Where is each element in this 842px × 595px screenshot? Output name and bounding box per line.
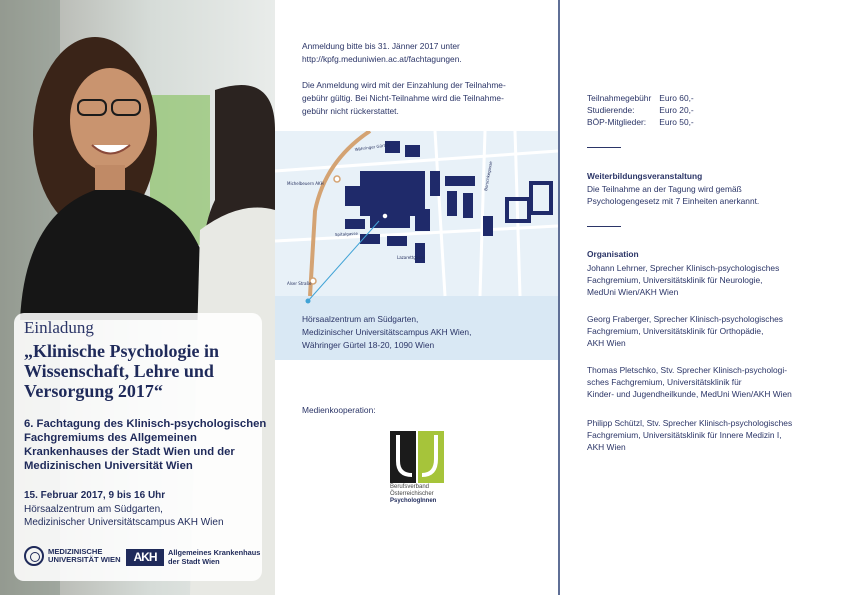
fee-label: Teilnahmegebühr bbox=[587, 93, 652, 103]
fee-value: Euro 50,- bbox=[659, 117, 694, 127]
cover-panel bbox=[0, 0, 275, 595]
organizer-line: Thomas Pletschko, Stv. Sprecher Klinisch-psychologi- bbox=[587, 365, 787, 375]
meduni-logo-line: UNIVERSITÄT WIEN bbox=[48, 555, 121, 564]
map-label-station2: Alser Straße bbox=[287, 281, 312, 286]
invitation-word: Einladung bbox=[24, 318, 94, 337]
organizer-line: MedUni Wien/AKH Wien bbox=[587, 287, 679, 297]
fee-label: Studierende: bbox=[587, 105, 635, 115]
cpd-line: Psychologengesetz mit 7 Einheiten anerkannt. bbox=[587, 196, 760, 206]
map-label-spitalgasse: Spitalgasse bbox=[334, 230, 358, 237]
organizer-line: Georg Fraberger, Sprecher Klinisch-psychologisches bbox=[587, 314, 783, 324]
bop-line-bold: PsychologInnen bbox=[390, 498, 437, 504]
registration-url[interactable]: http://kpfg.meduniwien.ac.at/fachtagungen. bbox=[302, 54, 462, 64]
organizer-line: Fachgremium, Universitätsklinik für Neurologie, bbox=[587, 275, 763, 285]
conditions-line: gebühr nicht rückerstattet. bbox=[302, 106, 399, 116]
bop-line: Berufsverband bbox=[390, 484, 430, 490]
bop-line: Österreichischer bbox=[390, 491, 434, 497]
meduni-logo bbox=[24, 546, 121, 566]
bop-logo-icon bbox=[390, 431, 444, 483]
map-label-lazarettgasse: Lazarettgasse bbox=[397, 255, 426, 260]
organizer-entry bbox=[587, 364, 792, 400]
akh-logo-line: der Stadt Wien bbox=[168, 556, 220, 566]
event-title: „Klinische Psychologie in Wissenschaft, Lehre und Versorgung 2017“ bbox=[24, 341, 220, 401]
section-rule bbox=[587, 226, 621, 227]
akh-logo bbox=[126, 549, 260, 566]
organizer-line: Fachgremium, Universitätsklinik für Innere Medizin I, bbox=[587, 430, 782, 440]
section-rule bbox=[587, 147, 621, 148]
fee-value: Euro 20,- bbox=[659, 105, 694, 115]
address-line: Medizinischer Universitätscampus AKH Wien, bbox=[302, 327, 472, 337]
venue-address bbox=[302, 313, 471, 352]
registration-conditions bbox=[302, 79, 506, 118]
akh-mark-icon: AKH bbox=[126, 549, 164, 566]
organizer-entry bbox=[587, 262, 779, 298]
organizer-entry bbox=[587, 313, 783, 349]
organizer-entry bbox=[587, 417, 792, 453]
map-label-station1: Michelbeuern AKH bbox=[287, 181, 324, 186]
event-subtitle: 6. Fachtagung des Klinisch-psychologischen Fachgremiums des Allgemeinen Krankenhauses der Stadt Wien und der Medizinischen Universität Wien bbox=[24, 418, 267, 472]
registration-line: Anmeldung bitte bis 31. Jänner 2017 unter bbox=[302, 41, 460, 51]
map-label-guertel: Währinger Gürtel bbox=[354, 142, 390, 152]
organizer-line: AKH Wien bbox=[587, 442, 626, 452]
registration-text bbox=[302, 40, 462, 66]
cpd-heading: Weiterbildungsveranstaltung bbox=[587, 171, 703, 181]
fee-row bbox=[587, 92, 694, 104]
media-cooperation-label: Medienkooperation: bbox=[302, 405, 376, 415]
event-date: 15. Februar 2017, 9 bis 16 Uhr bbox=[24, 490, 166, 501]
organizer-line: Johann Lehrner, Sprecher Klinisch-psychologisches bbox=[587, 263, 780, 273]
conditions-line: gebühr gültig. Bei Nicht-Teilnahme wird die Teilnahme- bbox=[302, 93, 504, 103]
address-line: Hörsaalzentrum am Südgarten, bbox=[302, 314, 419, 324]
location-line: Hörsaalzentrum am Südgarten, bbox=[24, 504, 163, 515]
fee-label: BÖP-Mitglieder: bbox=[587, 117, 647, 127]
address-line: Währinger Gürtel 18-20, 1090 Wien bbox=[302, 340, 435, 350]
fee-table bbox=[587, 92, 694, 128]
akh-logo-line: Allgemeines Krankenhaus bbox=[168, 548, 261, 557]
org-heading: Organisation bbox=[587, 249, 639, 259]
map-label-borschkegasse: Borschkegasse bbox=[483, 160, 494, 192]
cpd-line: Die Teilnahme an der Tagung wird gemäß bbox=[587, 184, 742, 194]
meduni-seal-icon bbox=[24, 546, 44, 566]
organizer-line: Philipp Schützl, Stv. Sprecher Klinisch-psychologisches bbox=[587, 418, 793, 428]
organizer-line: sches Fachgremium, Universitätsklinik für bbox=[587, 377, 742, 387]
meduni-logo-line: MEDIZINISCHE bbox=[48, 546, 103, 556]
organizer-line: Kinder- und Jugendheilkunde, MedUni Wien/AKH Wien bbox=[587, 389, 792, 399]
bop-logo-text bbox=[390, 484, 436, 505]
fee-row bbox=[587, 104, 694, 116]
event-location bbox=[24, 503, 264, 529]
organizer-line: Fachgremium, Universitätsklinik für Orthopädie, bbox=[587, 326, 764, 336]
fee-value: Euro 60,- bbox=[659, 93, 694, 103]
organizer-line: AKH Wien bbox=[587, 338, 626, 348]
conditions-line: Die Anmeldung wird mit der Einzahlung der Teilnahme- bbox=[302, 80, 506, 90]
fold-divider bbox=[558, 0, 560, 595]
cpd-text bbox=[587, 183, 759, 207]
location-line: Medizinischer Universitätscampus AKH Wien bbox=[24, 517, 224, 528]
fee-row bbox=[587, 116, 694, 128]
